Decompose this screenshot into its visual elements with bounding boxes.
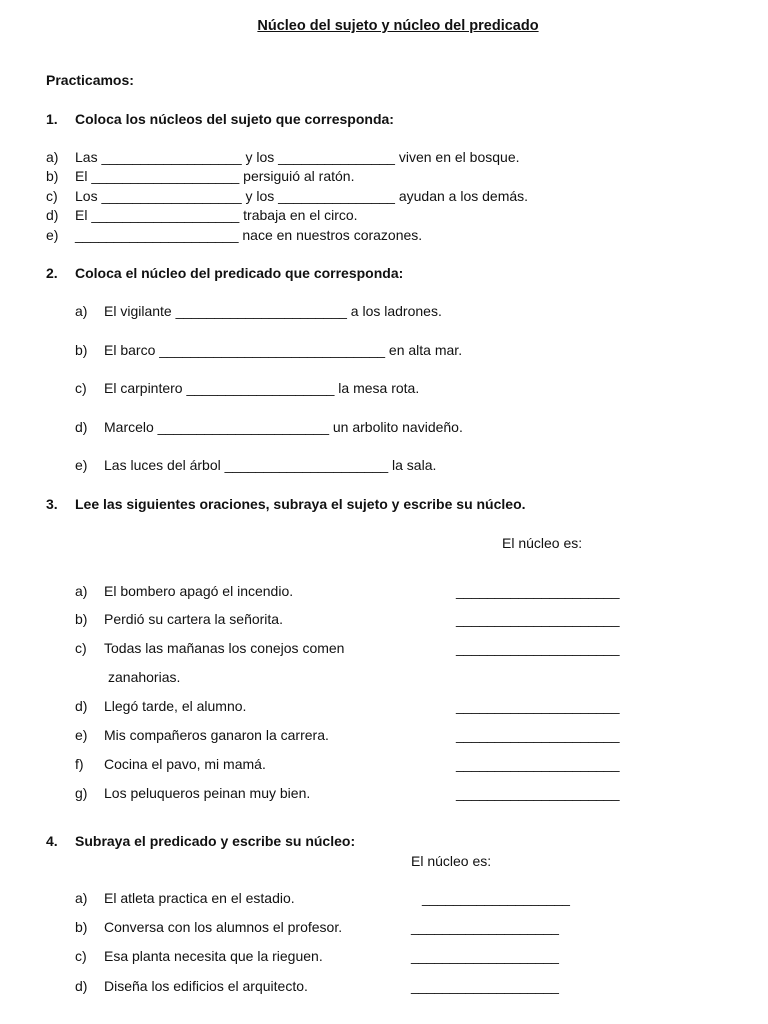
s3-item-g-text: Los peluqueros peinan muy bien. <box>104 785 311 801</box>
s3-item-f-label: f) <box>75 756 84 772</box>
s3-item-a-blank[interactable]: _____________________ <box>456 583 620 599</box>
s2-item-d-text: Marcelo ______________________ un arbolito navideño. <box>104 419 463 435</box>
s2-item-a-text: El vigilante ______________________ a los ladrones. <box>104 303 442 319</box>
s1-item-d-label: d) <box>46 207 59 223</box>
section-2-number: 2. <box>46 265 58 281</box>
s1-item-e-label: e) <box>46 227 59 243</box>
s4-item-a-text: El atleta practica en el estadio. <box>104 890 295 906</box>
s3-item-d-text: Llegó tarde, el alumno. <box>104 698 247 714</box>
s3-item-c-continuation: zanahorias. <box>108 669 181 685</box>
s4-item-d-text: Diseña los edificios el arquitecto. <box>104 978 308 994</box>
section-4-number: 4. <box>46 833 58 849</box>
s1-item-d-text: El ___________________ trabaja en el circo. <box>75 207 358 223</box>
s1-item-c-text: Los __________________ y los _______________ ayudan a los demás. <box>75 188 529 204</box>
s3-item-g-blank[interactable]: _____________________ <box>456 785 620 801</box>
s1-item-c-label: c) <box>46 188 58 204</box>
s4-item-d-label: d) <box>75 978 88 994</box>
s3-item-g-label: g) <box>75 785 88 801</box>
section-2-heading: Coloca el núcleo del predicado que corresponda: <box>75 265 404 281</box>
s3-item-e-label: e) <box>75 727 88 743</box>
s3-item-c-text: Todas las mañanas los conejos comen <box>104 640 345 656</box>
s3-item-e-blank[interactable]: _____________________ <box>456 727 620 743</box>
s1-item-a-text: Las __________________ y los _______________ viven en el bosque. <box>75 149 520 165</box>
s4-item-b-label: b) <box>75 919 88 935</box>
s3-item-b-text: Perdió su cartera la señorita. <box>104 611 283 627</box>
s1-item-b-text: El ___________________ persiguió al ratón. <box>75 168 355 184</box>
section-1-heading: Coloca los núcleos del sujeto que corresponda: <box>75 111 394 127</box>
s2-item-c-label: c) <box>75 380 87 396</box>
s4-item-a-blank[interactable]: ___________________ <box>422 890 570 906</box>
s3-item-a-label: a) <box>75 583 88 599</box>
s3-item-a-text: El bombero apagó el incendio. <box>104 583 294 599</box>
s2-item-a-label: a) <box>75 303 88 319</box>
s2-item-e-label: e) <box>75 457 88 473</box>
s2-item-b-text: El barco _____________________________ en alta mar. <box>104 342 463 358</box>
s4-item-b-text: Conversa con los alumnos el profesor. <box>104 919 343 935</box>
s4-answer-header: El núcleo es: <box>411 853 492 869</box>
s4-item-b-blank[interactable]: ___________________ <box>411 919 559 935</box>
section-4-heading: Subraya el predicado y escribe su núcleo: <box>75 833 356 849</box>
section-3-heading: Lee las siguientes oraciones, subraya el sujeto y escribe su núcleo. <box>75 496 526 512</box>
s3-item-c-blank[interactable]: _____________________ <box>456 640 620 656</box>
s4-item-a-label: a) <box>75 890 88 906</box>
s4-item-c-text: Esa planta necesita que la rieguen. <box>104 948 323 964</box>
s3-item-f-text: Cocina el pavo, mi mamá. <box>104 756 266 772</box>
s2-item-d-label: d) <box>75 419 88 435</box>
s3-item-d-blank[interactable]: _____________________ <box>456 698 620 714</box>
s3-item-d-label: d) <box>75 698 88 714</box>
s3-answer-header: El núcleo es: <box>502 535 583 551</box>
s3-item-b-blank[interactable]: _____________________ <box>456 611 620 627</box>
s2-item-c-text: El carpintero ___________________ la mesa rota. <box>104 380 420 396</box>
s1-item-b-label: b) <box>46 168 59 184</box>
s2-item-e-text: Las luces del árbol _____________________ la sala. <box>104 457 437 473</box>
s4-item-c-label: c) <box>75 948 87 964</box>
s3-item-b-label: b) <box>75 611 88 627</box>
intro-label: Practicamos: <box>46 72 134 88</box>
section-3-number: 3. <box>46 496 58 512</box>
s3-item-c-label: c) <box>75 640 87 656</box>
s2-item-b-label: b) <box>75 342 88 358</box>
s3-item-f-blank[interactable]: _____________________ <box>456 756 620 772</box>
s4-item-d-blank[interactable]: ___________________ <box>411 978 559 994</box>
page-title: Núcleo del sujeto y núcleo del predicado <box>257 18 539 34</box>
s3-item-e-text: Mis compañeros ganaron la carrera. <box>104 727 329 743</box>
s4-item-c-blank[interactable]: ___________________ <box>411 948 559 964</box>
s1-item-e-text: _____________________ nace en nuestros corazones. <box>75 227 423 243</box>
section-1-number: 1. <box>46 111 58 127</box>
s1-item-a-label: a) <box>46 149 59 165</box>
